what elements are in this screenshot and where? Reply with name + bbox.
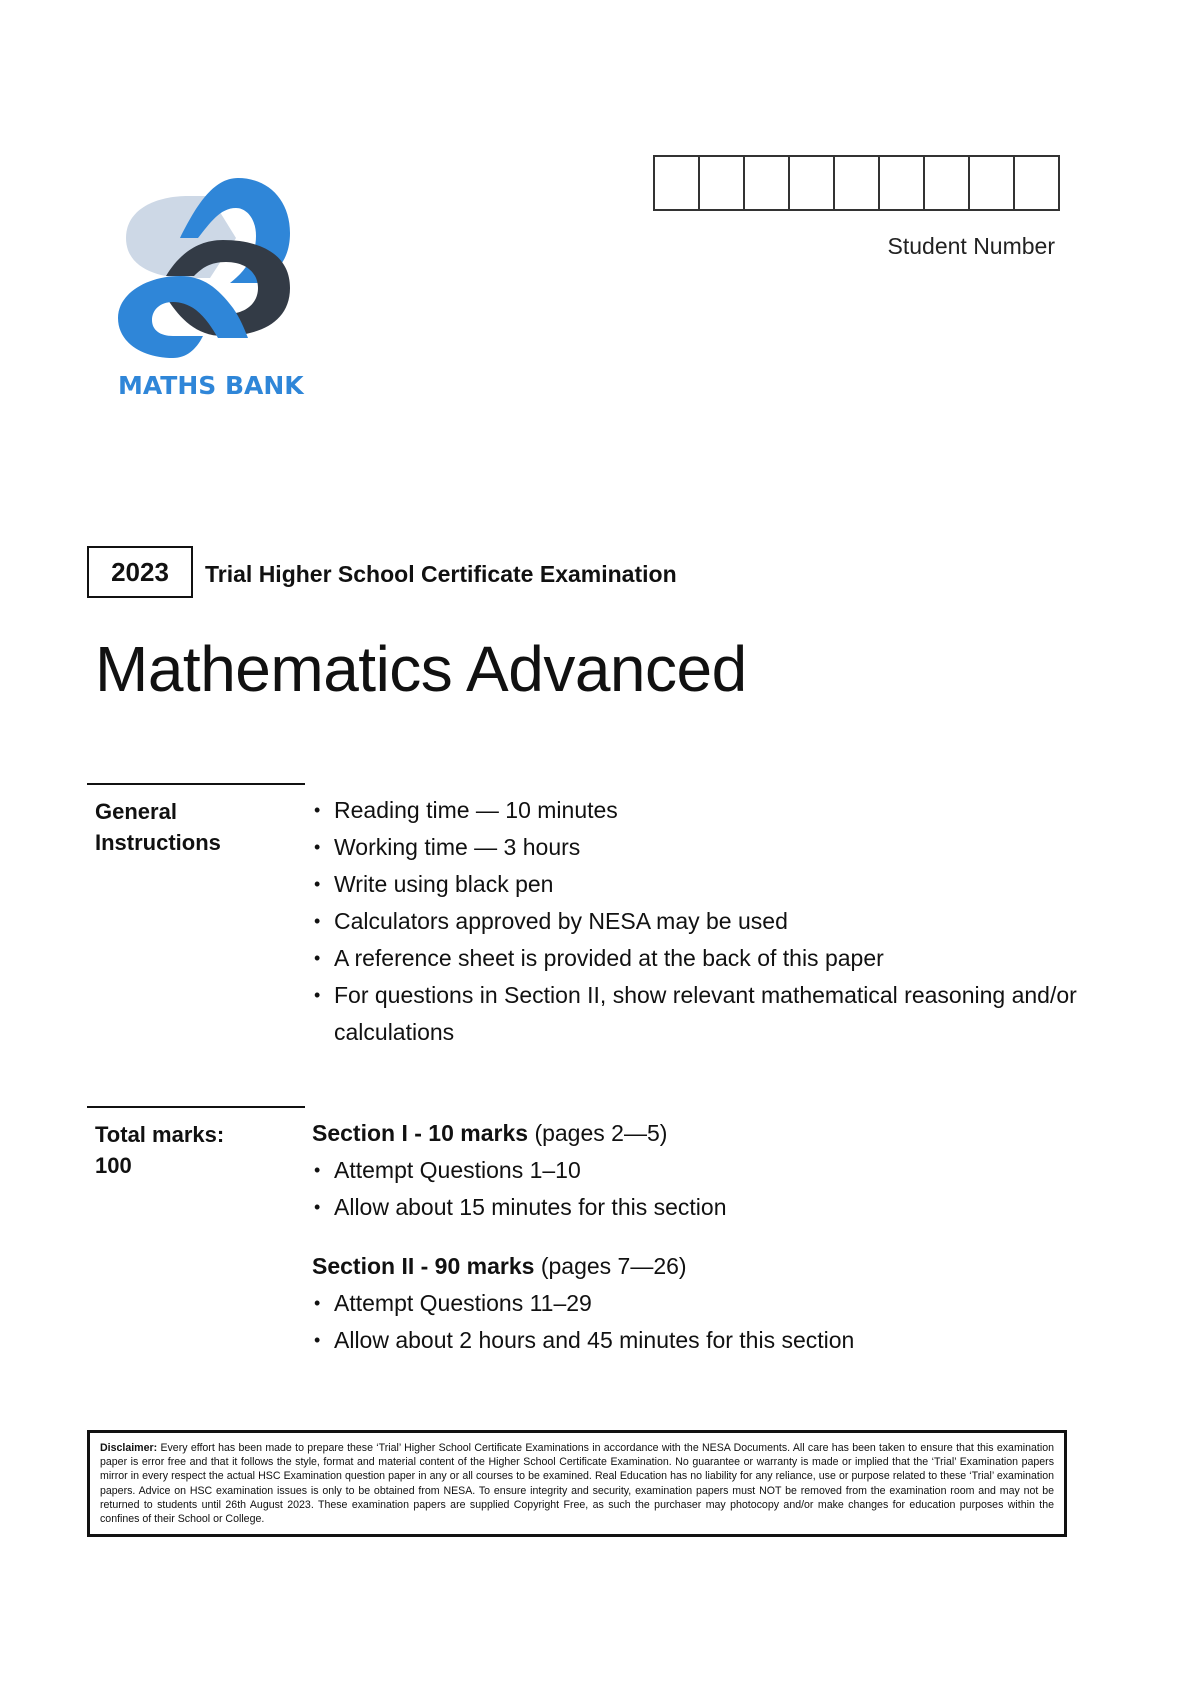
list-item: • Allow about 2 hours and 45 minutes for this section [312, 1322, 1092, 1359]
list-item: • Allow about 15 minutes for this section [312, 1189, 1092, 1226]
logo-text: MATHS BANK [118, 371, 304, 400]
student-number-digit-box[interactable] [1015, 157, 1058, 209]
total-marks-label-line1: Total marks: [95, 1122, 225, 1147]
student-number-digit-box[interactable] [970, 157, 1015, 209]
exam-year-box: 2023 [87, 546, 193, 598]
section-2-heading [312, 1248, 1092, 1285]
total-marks-label [95, 1119, 295, 1181]
list-item: • Calculators approved by NESA may be used [312, 903, 1092, 940]
general-instructions-list [312, 792, 1092, 1051]
section-1-heading [312, 1115, 1092, 1152]
student-number-digit-box[interactable] [700, 157, 745, 209]
total-marks-value: 100 [95, 1153, 132, 1178]
student-number-digit-box[interactable] [790, 157, 835, 209]
general-instructions-label-line2: Instructions [95, 830, 221, 855]
section-2-pages: (pages 7—26) [540, 1253, 687, 1279]
general-instructions-label-line1: General [95, 799, 177, 824]
section-2-list [312, 1285, 1092, 1359]
list-item: • Working time — 3 hours [312, 829, 1092, 866]
list-item: • A reference sheet is provided at the back of this paper [312, 940, 1092, 977]
disclaimer-box [87, 1430, 1067, 1537]
list-item: • Attempt Questions 11–29 [312, 1285, 1092, 1322]
student-number-boxes[interactable] [653, 155, 1060, 211]
student-number-label: Student Number [887, 233, 1055, 259]
exam-type-heading: Trial Higher School Certificate Examination [205, 561, 677, 587]
section-1-list [312, 1152, 1092, 1226]
disclaimer-label: Disclaimer: [100, 1442, 158, 1454]
list-item: • Attempt Questions 1–10 [312, 1152, 1092, 1189]
list-item: • Reading time — 10 minutes [312, 792, 1092, 829]
student-number-digit-box[interactable] [925, 157, 970, 209]
general-instructions-content [312, 792, 1092, 1051]
section-1-pages: (pages 2—5) [534, 1120, 668, 1146]
general-instructions-rule [87, 783, 305, 785]
exam-title: Mathematics Advanced [95, 633, 747, 705]
list-item: • Write using black pen [312, 866, 1092, 903]
section-2-title: Section II - 90 marks [312, 1253, 535, 1279]
general-instructions-label [95, 796, 295, 858]
student-number-digit-box[interactable] [745, 157, 790, 209]
maths-bank-logo [118, 178, 304, 400]
total-marks-rule [87, 1106, 305, 1108]
list-item: • For questions in Section II, show relevant mathematical reasoning and/or calculations [312, 977, 1092, 1051]
section-1-title: Section I - 10 marks [312, 1120, 529, 1146]
disclaimer-text: Every effort has been made to prepare these ‘Trial’ Higher School Certificate Examinations in accordance with the NESA Documents. All care has been taken to ensure that this examination paper is error free and that it follows the style, format and material content of the Higher School Certificate Examination. No guarantee or warranty is made or implied that the ‘Trial’ Examination papers mirror in every respect the actual HSC Examination question paper in any or all courses to be examined. Real Education has no liability for any reliance, use or purpose related to these ‘Trial’ examination papers. Advice on HSC examination issues is only to be obtained from NESA. To ensure integrity and security, examination papers must NOT be removed from the examination room and may not be returned to students until 26th August 2023. These examination papers are supplied Copyright Free, as such the purchaser may photocopy and/or make changes for education purposes within the confines of their School or College. [100, 1442, 1054, 1526]
student-number-digit-box[interactable] [655, 157, 700, 209]
total-marks-content [312, 1115, 1092, 1359]
student-number-digit-box[interactable] [835, 157, 880, 209]
student-number-digit-box[interactable] [880, 157, 925, 209]
logo-mark-icon [118, 178, 293, 363]
